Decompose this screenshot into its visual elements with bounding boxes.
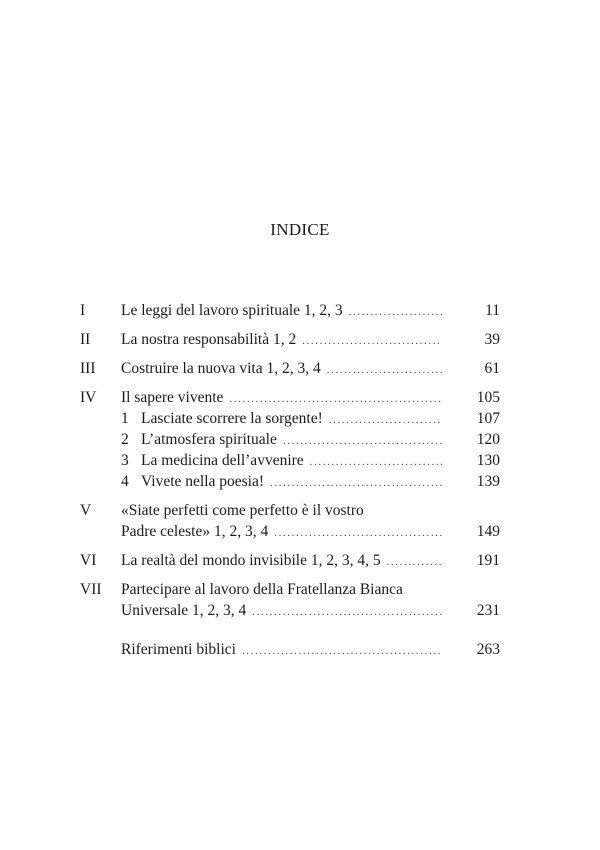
chapter-title: Le leggi del lavoro spirituale 1, 2, 3: [121, 302, 343, 319]
chapter-number: VII: [80, 581, 102, 598]
toc-subentry: [80, 450, 500, 471]
leader-dots: [349, 303, 442, 321]
page-number: 120: [476, 431, 500, 448]
subsection-title: Vivete nella poesia!: [141, 473, 265, 490]
toc-entry: [80, 329, 500, 350]
subsection-number: 2: [121, 431, 129, 448]
leader-dots: [329, 411, 442, 429]
chapter-title: Costruire la nuova vita 1, 2, 3, 4: [121, 360, 321, 377]
subsection-title: La medicina dell’avvenire: [141, 452, 304, 469]
page-number: 105: [476, 389, 500, 406]
toc-entry-continuation: [80, 521, 500, 542]
chapter-number: II: [80, 331, 91, 348]
page-title: INDICE: [270, 220, 330, 239]
toc-subentry: [80, 408, 500, 429]
toc-subentry: [80, 429, 500, 450]
chapter-title-line1: Partecipare al lavoro della Fratellanza Bianca: [121, 581, 403, 598]
toc-entry: [80, 358, 500, 379]
chapter-title: La nostra responsabilità 1, 2: [121, 331, 297, 348]
subsection-title: Lasciate scorrere la sorgente!: [141, 410, 323, 427]
leader-dots: [252, 603, 442, 621]
leader-dots: [387, 553, 442, 571]
chapter-title-line1: «Siate perfetti come perfetto è il vostro: [121, 502, 364, 519]
chapter-number: IV: [80, 389, 97, 406]
chapter-title-line2: Padre celeste» 1, 2, 3, 4: [121, 523, 269, 540]
toc-entry-appendix: [80, 639, 500, 660]
page-number: 263: [476, 641, 500, 658]
chapter-number: VI: [80, 552, 97, 569]
subsection-number: 1: [121, 410, 129, 427]
toc-entry: [80, 387, 500, 408]
leader-dots: [242, 642, 442, 660]
chapter-title: Il sapere vivente: [121, 389, 224, 406]
appendix-title: Riferimenti biblici: [121, 641, 236, 658]
chapter-title: La realtà del mondo invisibile 1, 2, 3, 4, 5: [121, 552, 381, 569]
page-number: 107: [476, 410, 500, 427]
leader-dots: [229, 390, 442, 408]
table-of-contents: [80, 300, 500, 660]
page-number: 149: [476, 523, 500, 540]
leader-dots: [270, 474, 442, 492]
toc-entry-continuation: [80, 600, 500, 621]
toc-entry: [80, 550, 500, 571]
page-number: 139: [476, 473, 500, 490]
page-number: 61: [484, 360, 500, 377]
chapter-number: I: [80, 302, 86, 319]
toc-subentry: [80, 471, 500, 492]
leader-dots: [283, 432, 442, 450]
leader-dots: [302, 332, 442, 350]
leader-dots: [274, 524, 442, 542]
page-number: 130: [476, 452, 500, 469]
subsection-number: 4: [121, 473, 129, 490]
page-number: 39: [484, 331, 500, 348]
chapter-title-line2: Universale 1, 2, 3, 4: [121, 602, 247, 619]
toc-entry: [80, 500, 500, 521]
toc-entry: [80, 300, 500, 321]
page-number: 231: [476, 602, 500, 619]
toc-entry: [80, 579, 500, 600]
page-number: 11: [485, 302, 500, 319]
subsection-title: L’atmosfera spirituale: [141, 431, 277, 448]
subsection-number: 3: [121, 452, 129, 469]
leader-dots: [310, 453, 442, 471]
page-number: 191: [476, 552, 500, 569]
chapter-number: V: [80, 502, 92, 519]
leader-dots: [327, 361, 442, 379]
chapter-number: III: [80, 360, 96, 377]
